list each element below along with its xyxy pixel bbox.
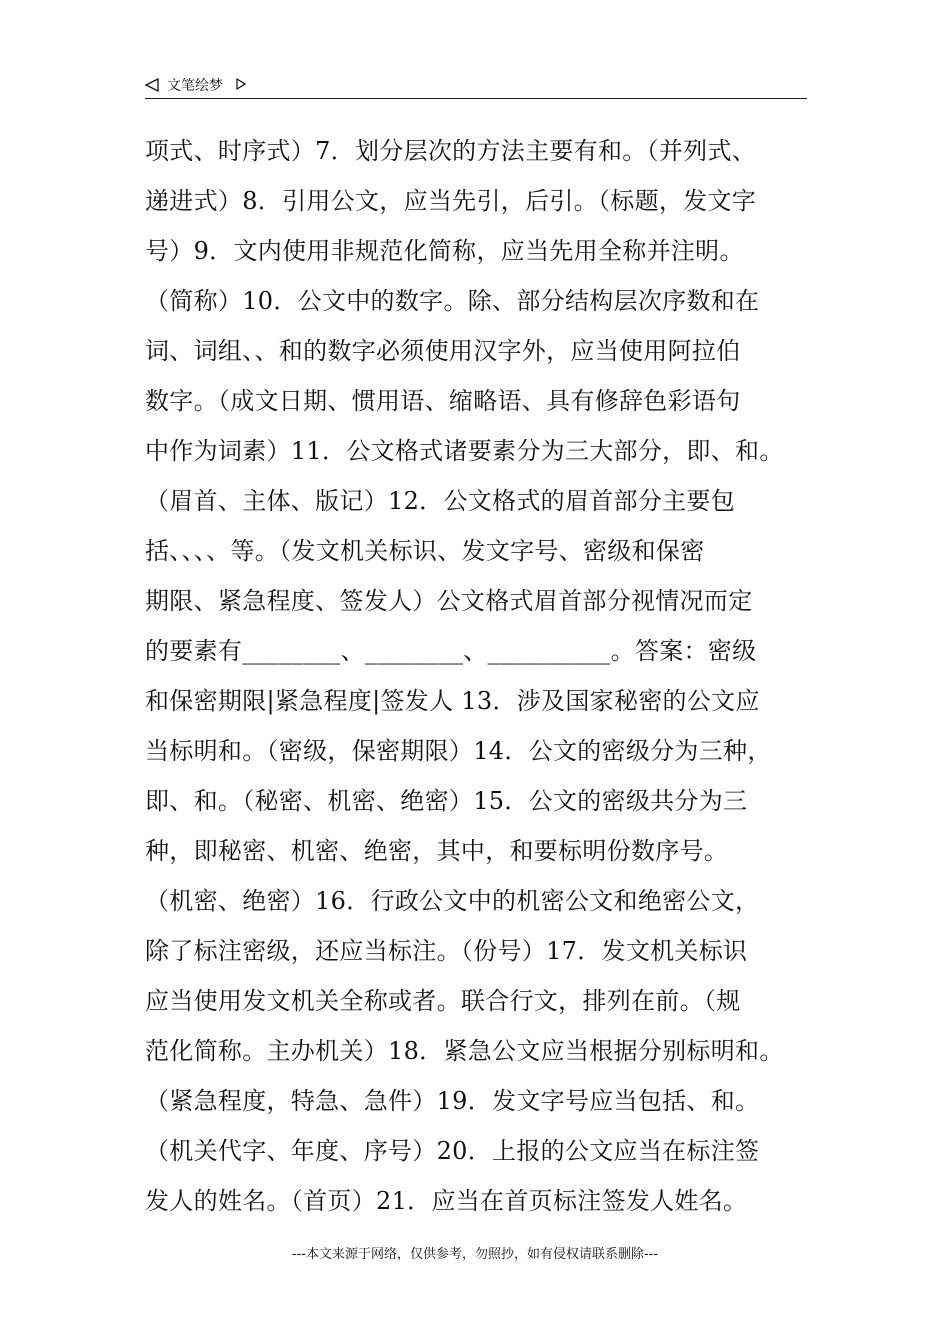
text-line: 当标明和。（密级，保密期限）14．公文的密级分为三种， [145,737,772,765]
page-header [145,72,807,99]
text-line: 的要素有________、________、__________。答案：密级 [145,637,757,665]
text-line: 发人的姓名。（首页）21．应当在首页标注签发人姓名。 [145,1187,748,1215]
header-title: 文笔绘梦 [167,78,223,94]
text-line: 即、和。（秘密、机密、绝密）15．公文的密级共分为三 [145,787,748,815]
text-line: （机密、绝密）16．行政公文中的机密公文和绝密公文， [145,887,760,915]
text-line: 除了标注密级，还应当标注。（份号）17．发文机关标识 [145,937,748,965]
triangle-left-icon [145,78,159,92]
text-line: 项式、时序式）7．划分层次的方法主要有和。（并列式、 [145,137,757,165]
text-line: 递进式）8．引用公文，应当先引，后引。（标题，发文字 [145,187,757,215]
text-line: 期限、紧急程度、签发人）公文格式眉首部分视情况而定 [145,587,753,615]
triangle-right-icon [236,78,246,90]
text-line: 中作为词素）11．公文格式诸要素分为三大部分，即、和。 [145,437,784,465]
document-body [145,126,813,1226]
text-line: 种，即秘密、机密、绝密，其中，和要标明份数序号。 [145,837,729,865]
footer-disclaimer: ---本文来源于网络，仅供参考，勿照抄，如有侵权请联系删除--- [291,1247,659,1262]
text-line: 词、词组、、和的数字必须使用汉字外，应当使用阿拉伯 [145,337,741,365]
text-line: 数字。（成文日期、惯用语、缩略语、具有修辞色彩语句 [145,387,741,415]
text-line: 范化简称。主办机关）18．紧急公文应当根据分别标明和。 [145,1037,784,1065]
text-line: 号）9．文内使用非规范化简称，应当先用全称并注明。 [145,237,744,265]
text-line: （紧急程度，特急、急件）19．发文字号应当包括、和。 [145,1087,760,1115]
text-line: 应当使用发文机关全称或者。联合行文，排列在前。（规 [145,987,741,1015]
text-line: （简称）10．公文中的数字。除、部分结构层次序数和在 [145,287,760,315]
text-line: （眉首、主体、版记）12．公文格式的眉首部分主要包 [145,487,736,515]
text-line: （机关代字、年度、序号）20．上报的公文应当在标注签 [145,1137,760,1165]
text-line: 括、、、、等。（发文机关标识、发文字号、密级和保密 [145,537,705,565]
text-line: 和保密期限|紧急程度|签发人 13．涉及国家秘密的公文应 [145,687,760,715]
